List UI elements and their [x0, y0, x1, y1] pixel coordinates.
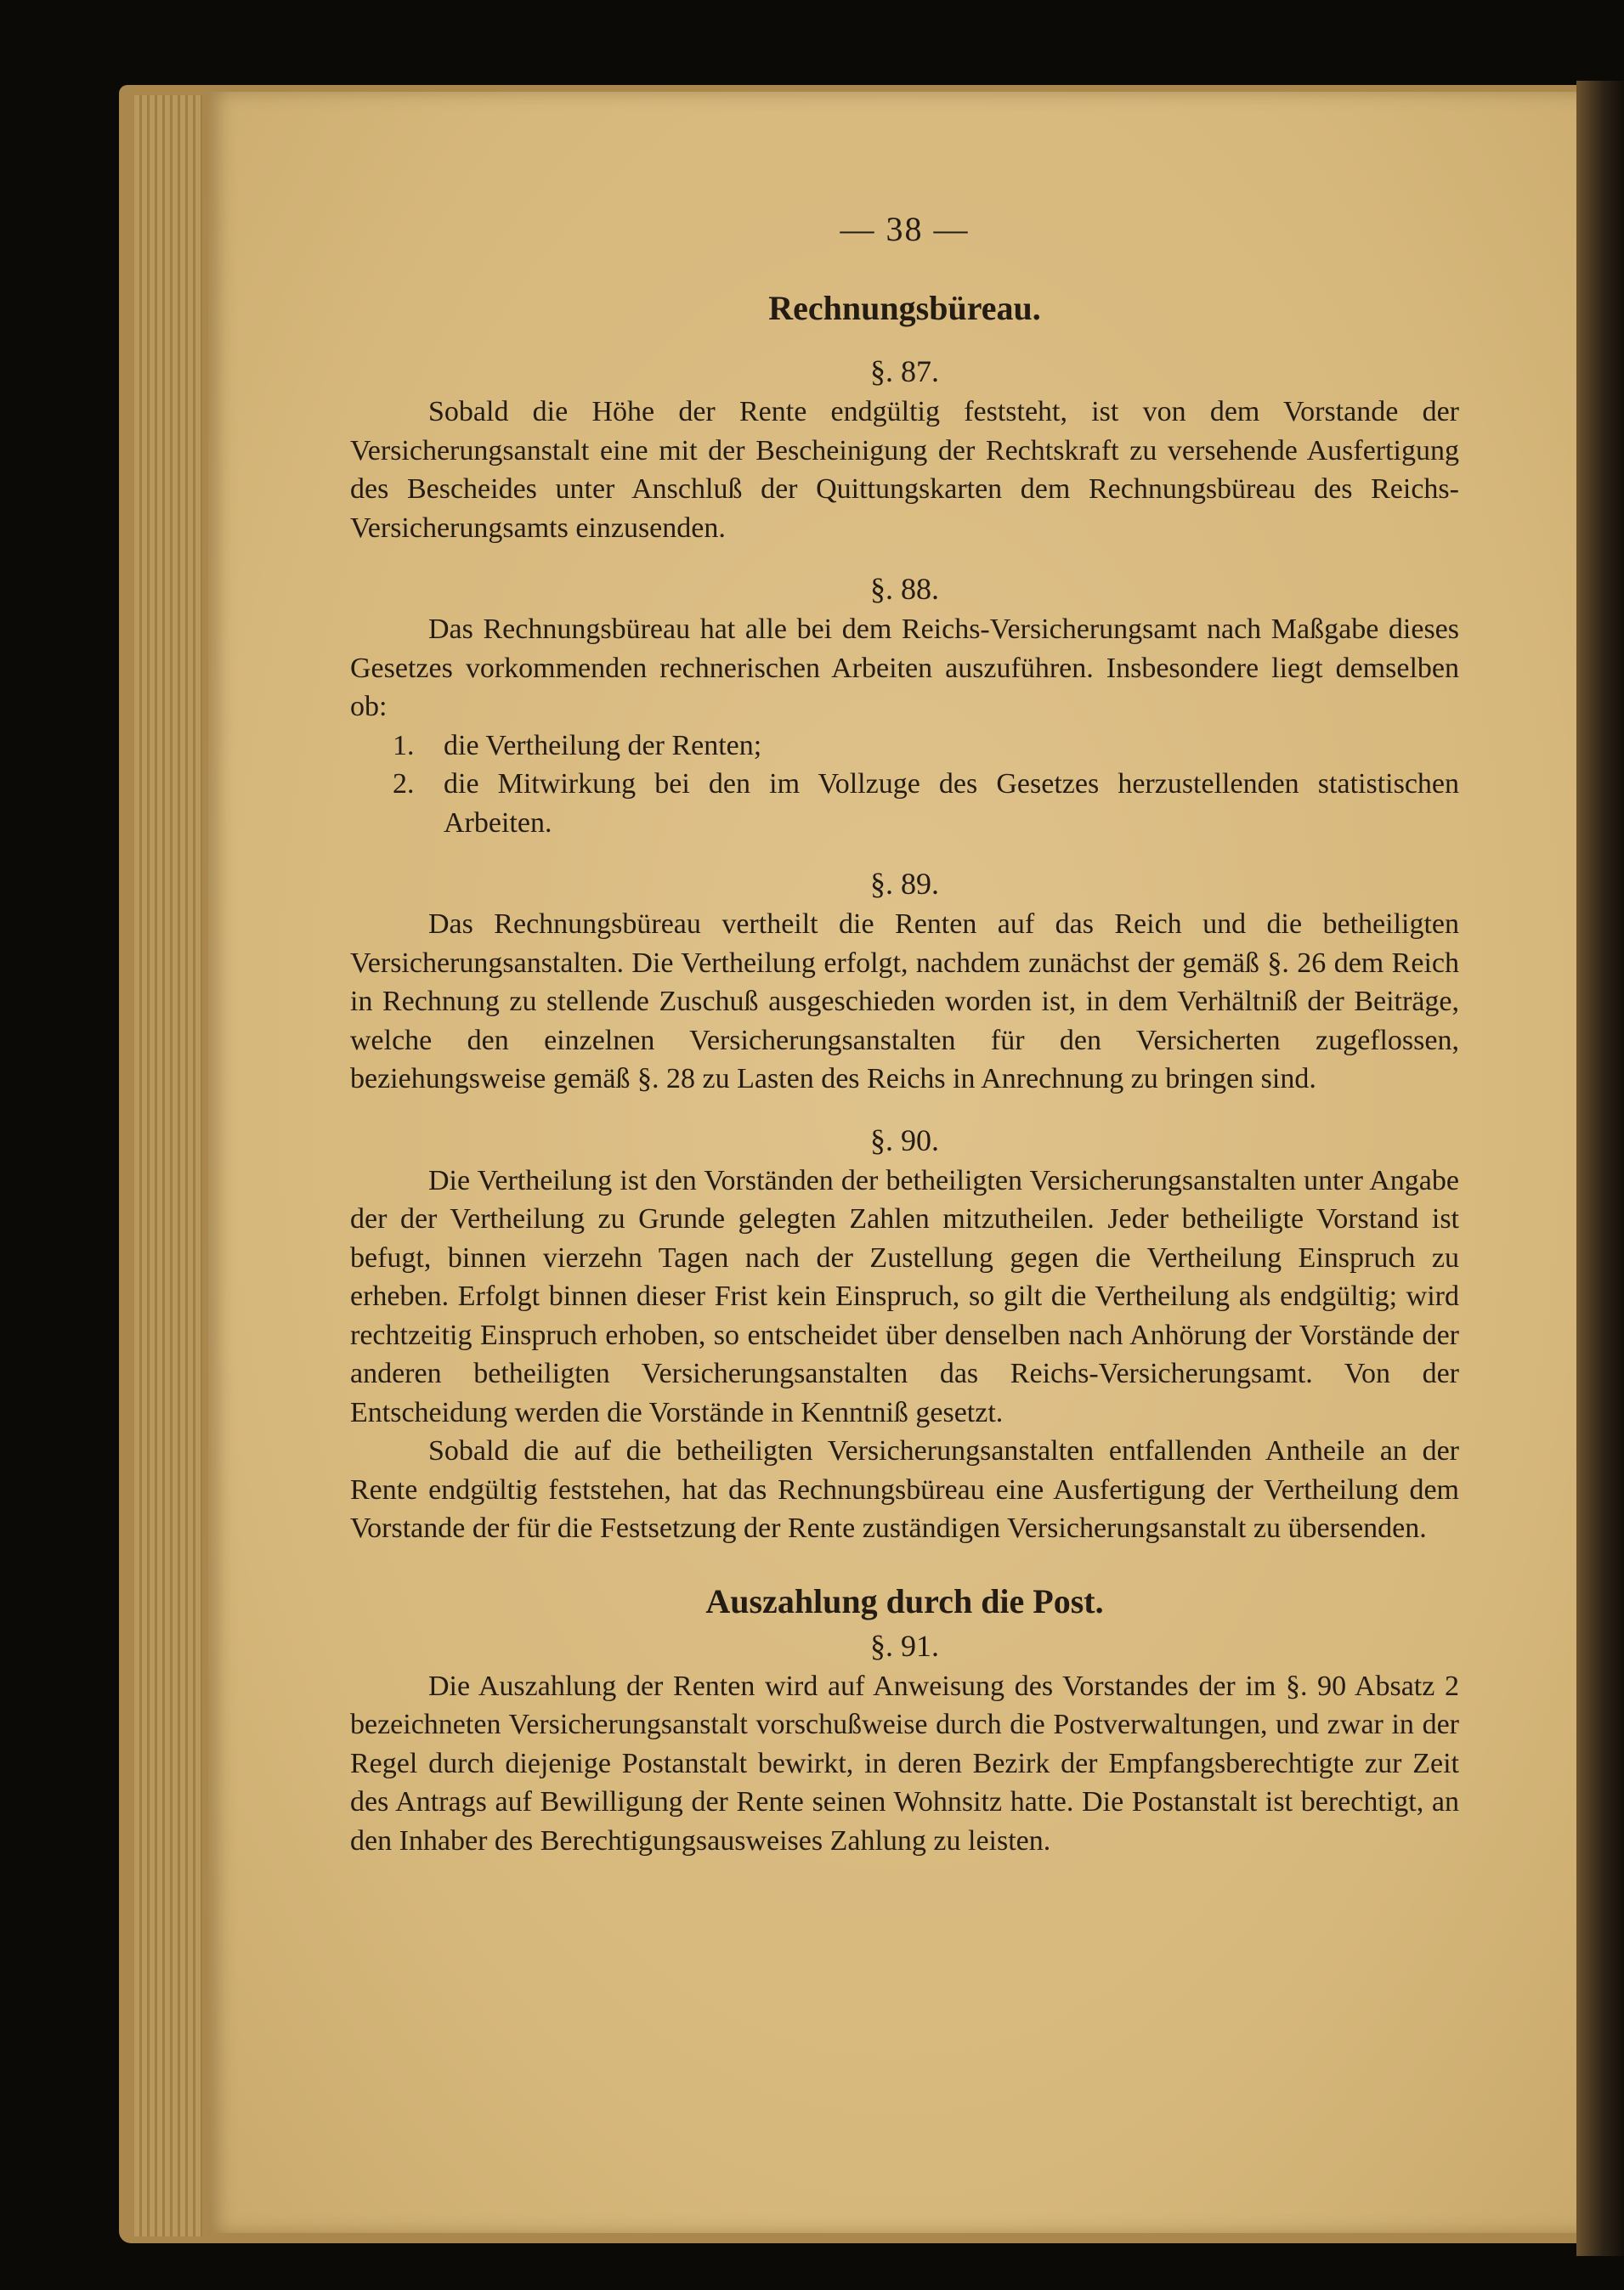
- page-text: [350, 204, 1459, 1860]
- paragraph: Die Vertheilung ist den Vorständen der betheiligten Versicherungsanstalten unter Angabe der der Vertheilung zu Grunde gelegten Zahlen mitzutheilen. Jeder betheiligte Vorstand ist befugt, binnen vierzehn Tagen nach der Zustellung gegen die Vertheilung Einspruch zu erheben. Erfolgt binnen dieser Frist kein Einspruch, so gilt die Vertheilung als endgültig; wird rechtzeitig Einspruch erhoben, so entscheidet über denselben nach Anhörung der Vorstände der anderen betheiligten Versicherungsanstalten das Reichs-Versicherungsamt. Von der Entscheidung werden die Vorstände in Kenntniß gesetzt.: [350, 1164, 1459, 1428]
- paragraph: Das Rechnungsbüreau vertheilt die Renten auf das Reich und die betheiligten Versicherungsanstalten. Die Vertheilung erfolgt, nachdem zunächst der gemäß §. 26 dem Reich in Rechnung zu stellende Zuschuß ausgeschieden worden ist, in dem Verhältniß der Beiträge, welche den einzelnen Versicherungsanstalten für den Versicherten zugeflossen, beziehungsweise gemäß §. 28 zu Lasten des Reichs in Anrechnung zu bringen sind.: [350, 908, 1459, 1094]
- paragraph-number: §. 88.: [870, 572, 939, 606]
- book-gutter: [1576, 81, 1624, 2256]
- paragraph-number: §. 90.: [870, 1122, 939, 1157]
- page-body: [350, 287, 1459, 1860]
- paragraph: Das Rechnungsbüreau hat alle bei dem Reichs-Versicherungsamt nach Maßgabe dieses Gesetzes vorkommenden rechnerischen Arbeiten auszuführen. Insbesondere liegt demselben ob:: [350, 613, 1459, 722]
- list-item-text: die Mitwirkung bei den im Vollzuge des Gesetzes herzustellenden statistischen Arbeiten.: [444, 768, 1459, 839]
- paragraph-number: §. 87.: [870, 354, 939, 388]
- section-heading: Rechnungsbüreau.: [768, 289, 1041, 327]
- paragraph: Die Auszahlung der Renten wird auf Anweisung des Vorstandes der im §. 90 Absatz 2 bezeichneten Versicherungsanstalt vorschußweise durch die Postverwaltungen, und zwar in der Regel durch diejenige Postanstalt bewirkt, in deren Bezirk der Empfangsberechtigte zur Zeit des Antrags auf Bewilligung der Rente seinen Wohnsitz hatte. Die Postanstalt ist berechtigt, an den Inhaber des Berechtigungsausweises Zahlung zu leisten.: [350, 1670, 1459, 1857]
- paragraph-number: §. 89.: [870, 867, 939, 901]
- list-item: [350, 727, 1459, 766]
- list-item-text: die Vertheilung der Renten;: [444, 729, 762, 761]
- list-item-number: 1.: [393, 729, 415, 761]
- page-stack: [134, 95, 202, 2236]
- paragraph: Sobald die auf die betheiligten Versicherungsanstalten entfallenden Antheile an der Rente endgültig feststehen, hat das Rechnungsbüreau eine Ausfertigung der Vertheilung dem Vorstande der für die Festsetzung der Rente zuständigen Versicherungsanstalt zu übersenden.: [350, 1435, 1459, 1544]
- numbered-list: [350, 727, 1459, 843]
- paragraph-number: §. 91.: [870, 1628, 939, 1663]
- list-item-number: 2.: [393, 768, 415, 800]
- paragraph: Sobald die Höhe der Rente endgültig feststeht, ist von dem Vorstande der Versicherungsanstalt eine mit der Bescheinigung der Rechtskraft zu versehende Ausfertigung des Bescheides unter Anschluß der Quittungskarten dem Rechnungsbüreau des Reichs-Versicherungsamts einzusenden.: [350, 396, 1459, 544]
- page-number: — 38 —: [840, 210, 970, 248]
- list-item: [350, 765, 1459, 842]
- section-heading: Auszahlung durch die Post.: [705, 1581, 1104, 1620]
